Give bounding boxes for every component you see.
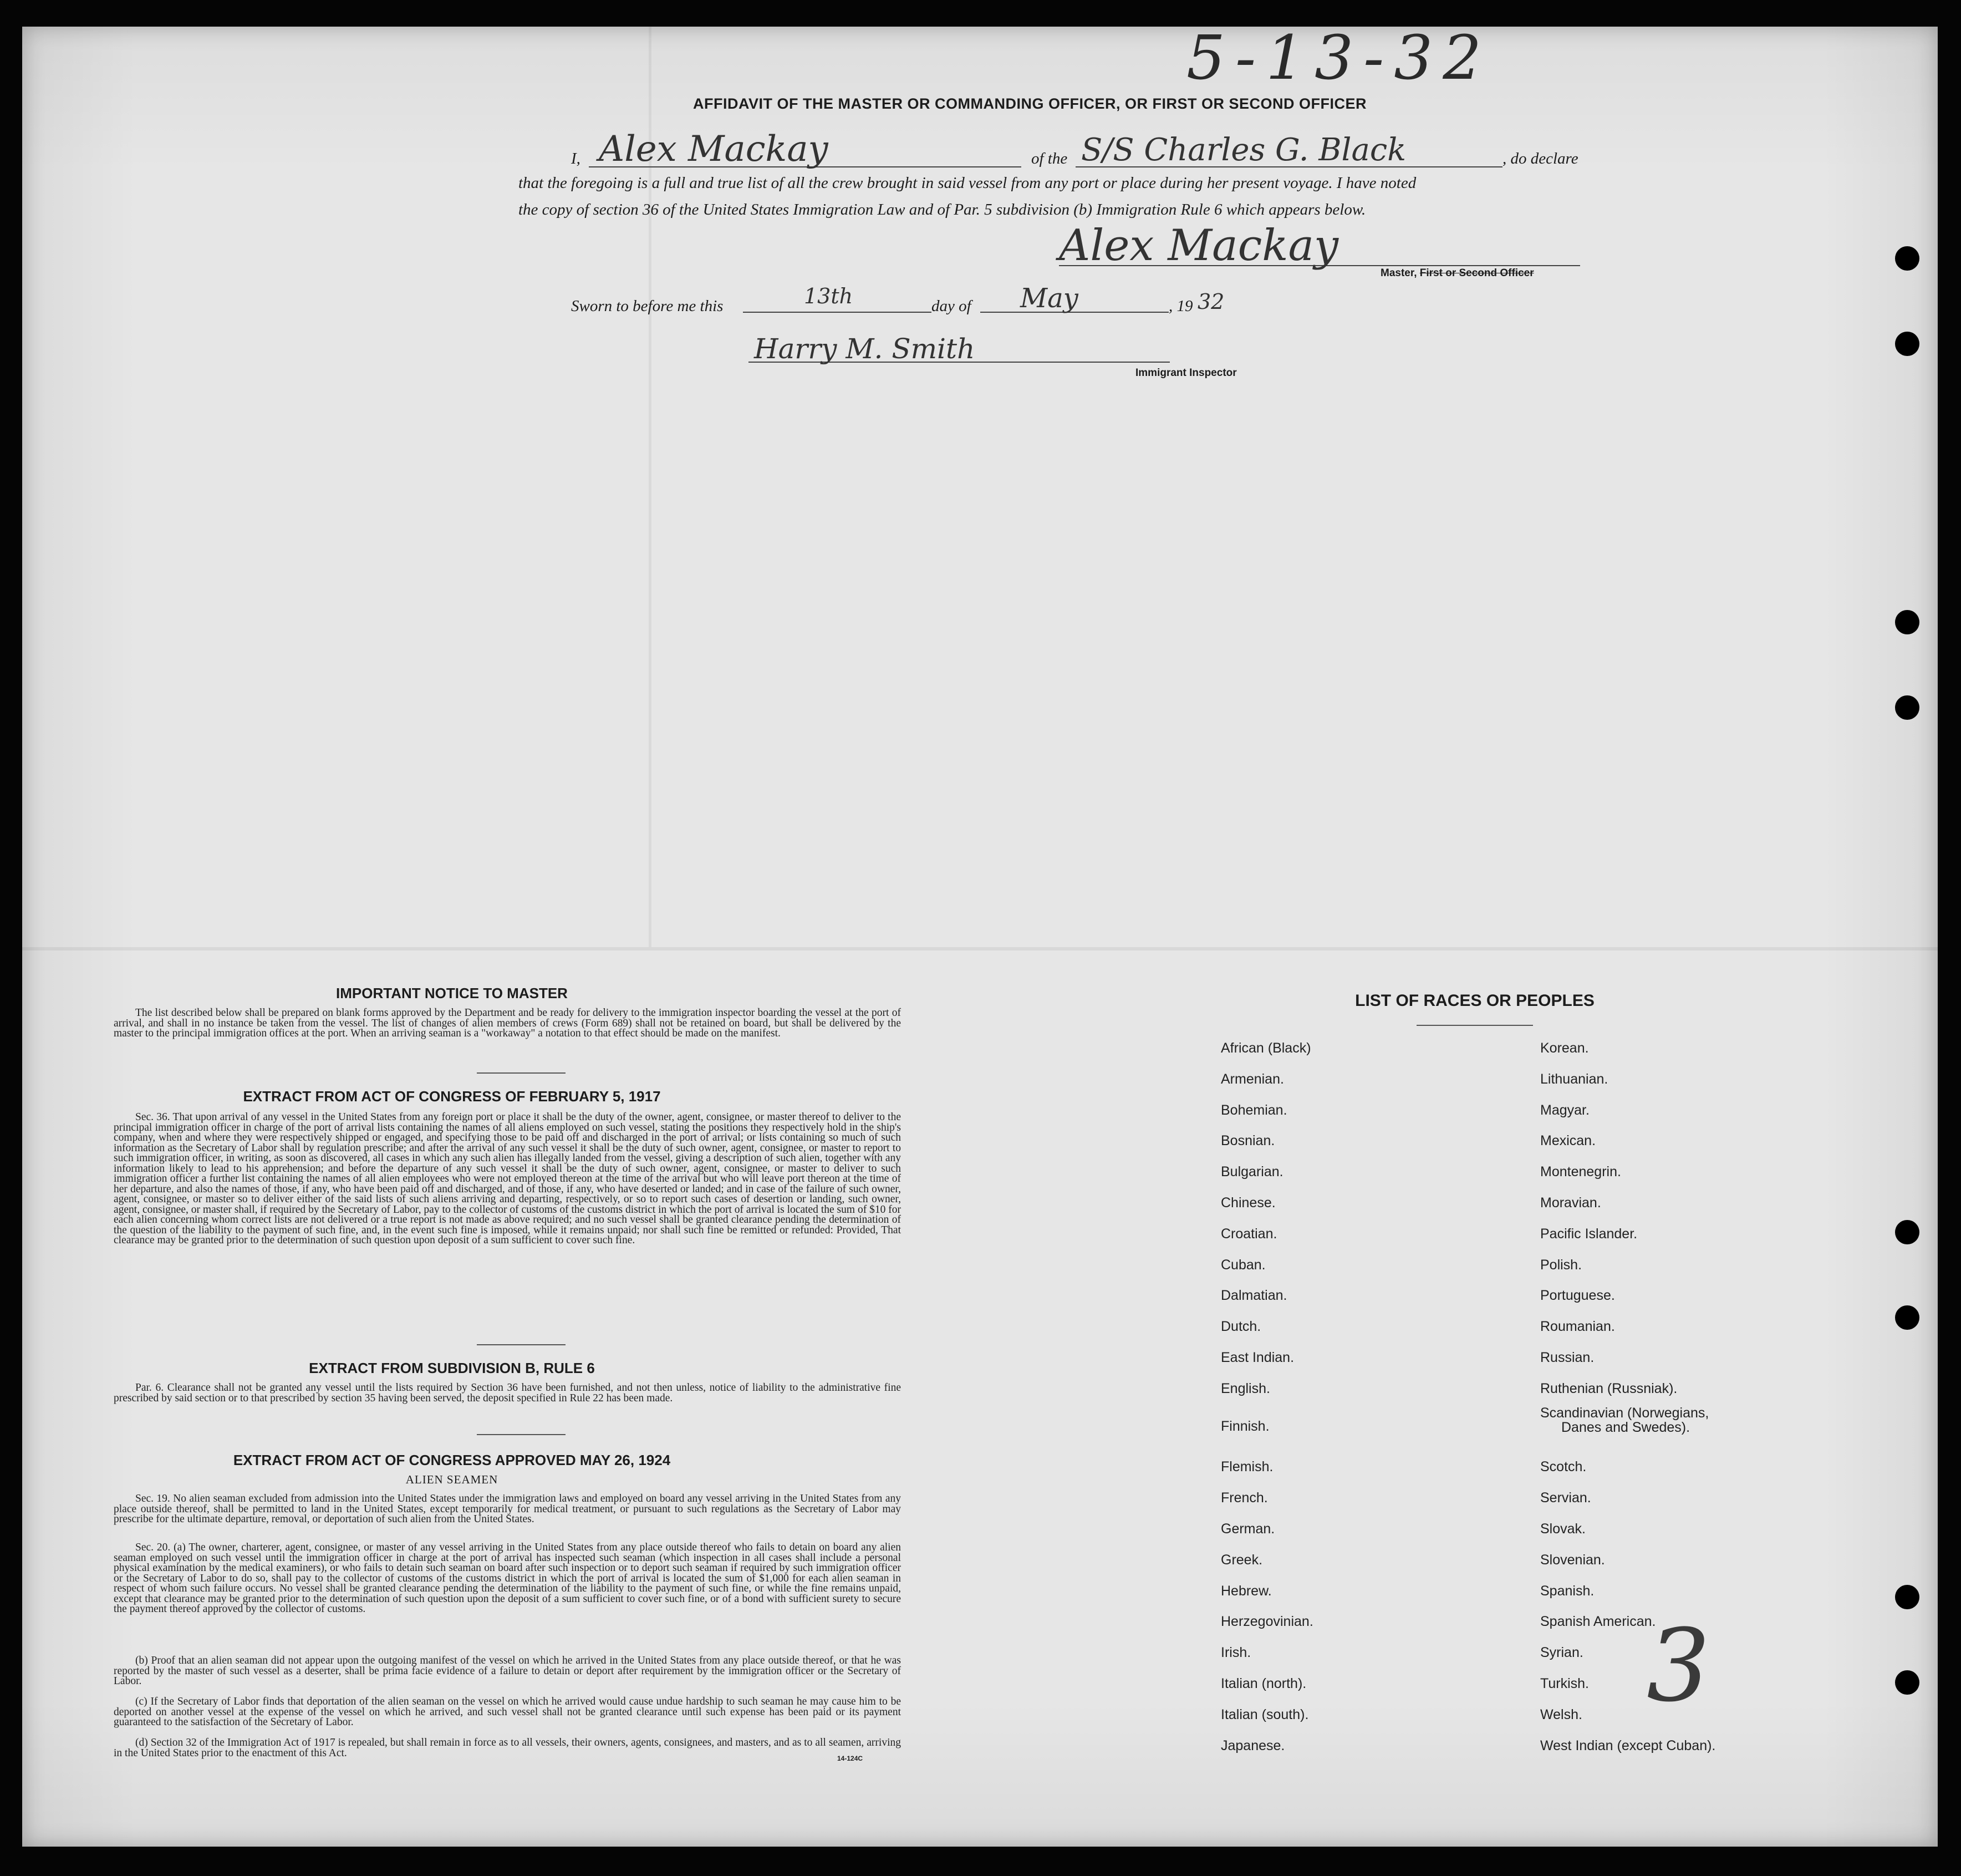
- subdivision-b-body: Par. 6. Clearance shall not be granted any vessel until the lists required by Section 36 have been furnished, and not then unless, notice of liability to the administrative fine prescribed by said section or to that prescribed by section 35 having been served, the deposit specified in Rule 22 has been made.: [114, 1382, 901, 1404]
- punch-hole: [1895, 246, 1919, 271]
- race-item: Servian.: [1540, 1490, 1591, 1506]
- punch-hole: [1895, 1220, 1919, 1244]
- punch-hole: [1895, 1585, 1919, 1609]
- race-item: Polish.: [1540, 1257, 1582, 1273]
- race-item: Bulgarian.: [1221, 1164, 1283, 1180]
- race-item: Slovak.: [1540, 1521, 1586, 1537]
- year-prefix: , 19: [1169, 297, 1193, 315]
- extract-1924-title: EXTRACT FROM ACT OF CONGRESS APPROVED MAY 26, 1924: [233, 1452, 671, 1468]
- race-item: Lithuanian.: [1540, 1071, 1608, 1087]
- affidavit-line-3: the copy of section 36 of the United States Immigration Law and of Par. 5 subdivision (b) Immigration Rule 6 which appears below.: [518, 201, 1366, 218]
- race-item: Syrian.: [1540, 1645, 1583, 1661]
- sec-20c-body: (c) If the Secretary of Labor finds that deportation of the alien seaman on the vessel on which he arrived would cause undue hardship to such seaman he may cause him to be deported on another vessel at the expense of the vessel on which he arrived, and such vessel shall not be granted clearance until such expense has been paid or its payment guaranteed to the satisfaction of the Secretary of Labor.: [114, 1696, 901, 1728]
- race-item: Hebrew.: [1221, 1583, 1272, 1599]
- race-item: Magyar.: [1540, 1102, 1590, 1118]
- races-title: LIST OF RACES OR PEOPLES: [1355, 992, 1595, 1010]
- race-item: Ruthenian (Russniak).: [1540, 1380, 1678, 1396]
- extract-1917-body: Sec. 36. That upon arrival of any vessel in the United States from any foreign port or place it shall be the duty of the owner, agent, consignee, or master thereof to deliver to the principal immigration officer in charge of the port of arrival lists containing the names of all aliens employed on such vessel, stating the positions they respectively hold in the ship's company, when and where they were respectively shipped or engaged, and specifying those to be paid off and discharged in the port of arrival; or lists containing so much of such information as the Secretary of Labor shall by regulation prescribe; and after the arrival of any such vessel it shall be the duty of such owner, agent, consignee, or master to report to such immigration officer, in writing, as soon as discovered, all cases in which any such alien has illegally landed from the vessel, giving a description of such alien, together with any information likely to lead to his apprehension; and before the departure of any such vessel it shall be the duty of such owner, agent, consignee, or master to deliver to such immigration officer a further list containing the names of all alien employees who were not employed thereon at the time of the arrival but who will leave port thereon at the time of her departure, and also the names of those, if any, who have been paid off and discharged, and of those, if any, who have deserted or landed; and in case of the failure of such owner, agent, consignee, or master so to deliver either of the said lists of such aliens arriving and departing, respectively, or so to report such cases of desertion or landing, such owner, agent, consignee, or master shall, if required by the Secretary of Labor, pay to the collector of customs of the customs district in which the port of arrival is located the sum of $10 for each alien concerning whom correct lists are not delivered or a true report is not made as above required; and no such vessel shall be granted clearance pending the determination of the question of the liability to the payment of such fine, and, in the event such fine is imposed, while it remains unpaid; nor shall such fine be remitted or refunded: Provided, That clearance may be granted prior to the determination of such question upon deposit of a sum sufficient to cover such fine.: [114, 1111, 901, 1246]
- race-item: Italian (north).: [1221, 1676, 1307, 1691]
- race-item: Russian.: [1540, 1350, 1595, 1365]
- punch-hole: [1895, 695, 1919, 720]
- alien-seamen-subtitle: ALIEN SEAMEN: [405, 1473, 498, 1486]
- month-handwritten: May: [1020, 283, 1078, 314]
- day-handwritten: 13th: [804, 284, 853, 308]
- race-item: Chinese.: [1221, 1195, 1276, 1211]
- vessel-name-handwritten: S/S Charles G. Black: [1081, 132, 1407, 168]
- master-signature-handwritten: Alex Mackay: [1059, 221, 1339, 271]
- inspector-signature-handwritten: Harry M. Smith: [754, 333, 975, 365]
- divider: [477, 1072, 566, 1074]
- form-number: 14-124C: [837, 1755, 863, 1762]
- race-item: Turkish.: [1540, 1676, 1589, 1691]
- race-item: English.: [1221, 1380, 1270, 1396]
- race-item: Cuban.: [1221, 1257, 1266, 1273]
- race-item: Portuguese.: [1540, 1288, 1615, 1304]
- i-label: I,: [571, 150, 580, 167]
- sec-20d-body: (d) Section 32 of the Immigration Act of 1917 is repealed, but shall remain in force as to all vessels, their owners, agents, consignees, and masters, and as to all seamen, arriving in the United States prior to the enactment of this Act.: [114, 1737, 901, 1759]
- extract-1917-title: EXTRACT FROM ACT OF CONGRESS OF FEBRUARY 5, 1917: [243, 1088, 661, 1105]
- race-item: Dalmatian.: [1221, 1288, 1287, 1304]
- affidavit-line-2: that the foregoing is a full and true list of all the crew brought in said vessel from any port or place during her present voyage. I have noted: [518, 174, 1417, 192]
- race-item: East Indian.: [1221, 1350, 1295, 1365]
- day-line: [743, 312, 931, 313]
- inspector-label: Immigrant Inspector: [1135, 367, 1237, 379]
- master-name-handwritten: Alex Mackay: [599, 129, 828, 170]
- race-item: Moravian.: [1540, 1195, 1601, 1211]
- race-item: African (Black): [1221, 1040, 1311, 1056]
- race-item: Greek.: [1221, 1552, 1263, 1568]
- punch-hole: [1895, 610, 1919, 634]
- race-item: Finnish.: [1221, 1418, 1270, 1434]
- sec-19-body: Sec. 19. No alien seaman excluded from admission into the United States under the immigration laws and employed on board any vessel arriving in the United States from any place outside thereof, shall be permitted to land in the United States, except temporarily for medical treatment, or pursuant to such regulations as the Secretary of Labor may prescribe for the ultimate departure, removal, or deportation of such alien from the United States.: [114, 1493, 901, 1525]
- race-item: Spanish American.: [1540, 1614, 1656, 1630]
- year-handwritten: 32: [1198, 289, 1225, 314]
- race-item: Croatian.: [1221, 1226, 1277, 1242]
- divider: [477, 1434, 566, 1435]
- race-item: Bohemian.: [1221, 1102, 1287, 1118]
- sec-20b-body: (b) Proof that an alien seaman did not appear upon the outgoing manifest of the vessel on which he arrived in the United States from any place outside thereof, or that he was reported by the master of such vessel as a deserter, shall be prima facie evidence of a failure to detain or deport after requirement by the immigration officer or the Secretary of Labor.: [114, 1655, 901, 1687]
- sec-20a-body: Sec. 20. (a) The owner, charterer, agent, consignee, or master of any vessel arriving in the United States from any place outside thereof who fails to detain on board any alien seaman employed on such vessel until the immigration officer in charge at the port of arrival has inspected such seaman (which inspection in all cases shall include a personal physical examination by the medical examiners), or who fails to detain such seaman on board after such inspection or to deport such seaman if required by such immigration officer or the Secretary of Labor to do so, shall pay to the collector of customs of the customs district in which the port of arrival is located the sum of $1,000 for each alien seaman in respect of whom such failure occurs. No vessel shall be granted clearance pending the determination of the liability to the payment of such fine, or while the fine remains unpaid, except that clearance may be granted prior to the determination of such question upon the deposit of a sum sufficient to cover such fine, or of a bond with sufficient surety to secure the payment thereof approved by the collector of customs.: [114, 1542, 901, 1615]
- race-item: Herzegovinian.: [1221, 1614, 1313, 1630]
- race-item: Irish.: [1221, 1645, 1251, 1661]
- handwritten-mark: 3: [1647, 1608, 1710, 1724]
- sworn-label: Sworn to before me this: [571, 297, 724, 315]
- race-item: German.: [1221, 1521, 1275, 1537]
- race-item: Welsh.: [1540, 1706, 1582, 1722]
- race-item: Montenegrin.: [1540, 1164, 1621, 1180]
- subdivision-b-title: EXTRACT FROM SUBDIVISION B, RULE 6: [309, 1360, 595, 1376]
- race-item: Mexican.: [1540, 1133, 1596, 1149]
- race-item: Flemish.: [1221, 1459, 1274, 1475]
- race-item: Korean.: [1540, 1040, 1589, 1056]
- race-item: Scandinavian (Norwegians,: [1540, 1405, 1709, 1421]
- officer-struck-text: First or Second Officer: [1419, 267, 1534, 279]
- race-item: Spanish.: [1540, 1583, 1595, 1599]
- race-item: Slovenian.: [1540, 1552, 1605, 1568]
- punch-hole: [1895, 1670, 1919, 1695]
- race-item: French.: [1221, 1490, 1268, 1506]
- race-item: Pacific Islander.: [1540, 1226, 1638, 1242]
- divider: [1417, 1025, 1533, 1026]
- of-the-label: of the: [1031, 150, 1068, 167]
- race-item: Armenian.: [1221, 1071, 1284, 1087]
- master-text: Master,: [1381, 267, 1417, 279]
- day-of-label: day of: [931, 297, 971, 315]
- race-item: Dutch.: [1221, 1319, 1261, 1335]
- affidavit-title: AFFIDAVIT OF THE MASTER OR COMMANDING OFFICER, OR FIRST OR SECOND OFFICER: [693, 95, 1367, 112]
- punch-hole: [1895, 1305, 1919, 1330]
- race-item: Roumanian.: [1540, 1319, 1615, 1335]
- race-item: Scotch.: [1540, 1459, 1587, 1475]
- do-declare-label: , do declare: [1502, 150, 1578, 167]
- race-item: Japanese.: [1221, 1737, 1285, 1753]
- divider: [477, 1344, 566, 1345]
- notice-body: The list described below shall be prepared on blank forms approved by the Department and be ready for delivery to the immigration inspector boarding the vessel at the port of arrival, and shall in no instance be taken from the vessel. The list of changes of alien members of crews (Form 689) shall not be retained on board, but shall be delivered by the master to the principal immigration offices at the port. When an arriving seaman is a "workaway" a notation to that effect should be made on the manifest.: [114, 1007, 901, 1039]
- race-item: Danes and Swedes).: [1561, 1419, 1690, 1435]
- stamp-number: 5-13-32: [1186, 22, 1492, 93]
- notice-title: IMPORTANT NOTICE TO MASTER: [336, 985, 568, 1001]
- race-item: Bosnian.: [1221, 1133, 1275, 1149]
- master-label: [1381, 267, 1534, 279]
- punch-hole: [1895, 332, 1919, 356]
- race-item: West Indian (except Cuban).: [1540, 1737, 1716, 1753]
- race-item: Italian (south).: [1221, 1706, 1309, 1722]
- fold-crease-horizontal: [22, 947, 1938, 950]
